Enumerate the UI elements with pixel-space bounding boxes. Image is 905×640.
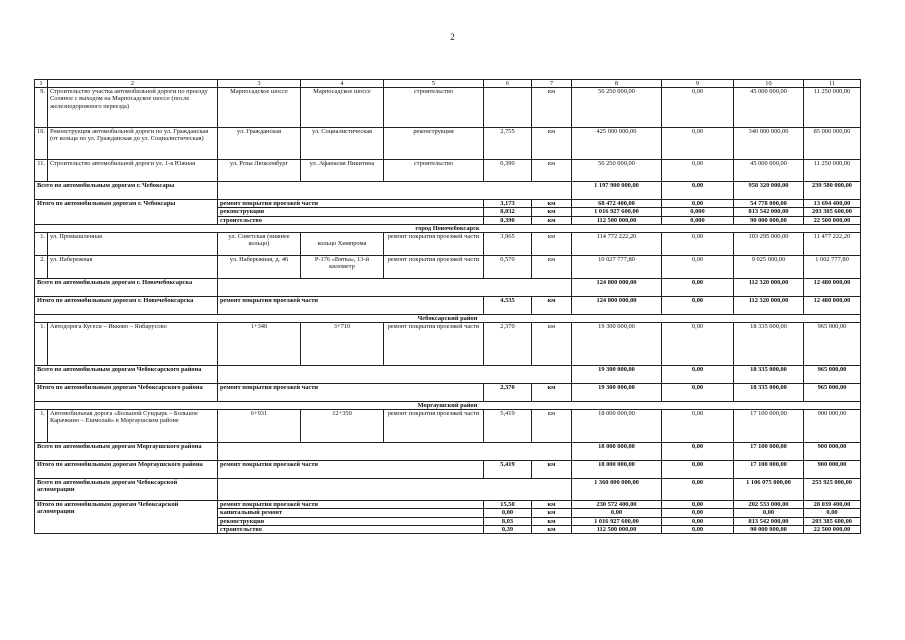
subtotal-label: Итого по автомобильным дорогам г. Новочебоксарска [35,296,218,314]
total-row [35,278,861,296]
col9-amount: 0,00 [662,160,734,182]
work-type: ремонт покрытия проезжей части [218,501,484,509]
col9-amount: 0,00 [662,509,734,517]
total-row [35,182,861,200]
length: 3,173 [484,200,532,208]
total-amount: 425 000 000,00 [572,128,662,160]
total-amount: 1 360 000 000,00 [572,479,662,501]
col11-amount: 965 000,00 [804,323,861,366]
col9-amount: 0,00 [662,232,734,255]
total-amount: 18 000 000,00 [572,410,662,443]
col11-amount: 12 480 000,00 [804,296,861,314]
end-point: ул. Афанасия Никитина [301,160,384,182]
work-type: строительство [384,88,484,128]
work-type: реконструкция [218,208,484,216]
road-name: Автомобильная дорога «Большой Сундырь – Большое Карачкино – Ешмолай» в Моргаушском районе [48,410,218,443]
subtotal-label: Итого по автомобильным дорогам Чебоксарского района [35,384,218,402]
length [484,88,532,128]
col-header: 7 [532,80,572,88]
row-number: 1. [35,323,48,366]
unit: км [532,128,572,160]
col11-amount: 965 000,00 [804,384,861,402]
col10-amount: 18 335 000,00 [734,323,804,366]
col11-amount: 253 925 000,00 [804,479,861,501]
work-type: реконструкция [384,128,484,160]
subtotal-label: Итого по автомобильным дорогам Моргаушского района [35,461,218,479]
length: 5,419 [484,410,532,443]
col10-amount: 340 000 000,00 [734,128,804,160]
table-row [35,255,861,278]
end-point: Марпосадское шоссе [301,88,384,128]
unit: км [532,501,572,509]
total-label: Всего по автомобильным дорогам Моргаушского района [35,443,218,461]
start-point: ул. Розы Люксембург [218,160,301,182]
col10-amount: 45 000 000,00 [734,88,804,128]
total-amount: 19 300 000,00 [572,323,662,366]
col11-amount: 1 002 777,80 [804,255,861,278]
length: 0,00 [484,509,532,517]
table-row [35,160,861,182]
unit: км [532,255,572,278]
work-type: ремонт покрытия проезжей части [384,255,484,278]
col10-amount: 90 000 000,00 [734,216,804,224]
total-amount: 1 016 927 600,00 [572,208,662,216]
col9-amount: 0,000 [662,216,734,224]
end-point: ул. Социалистическая [301,128,384,160]
col10-amount: 54 778 000,00 [734,200,804,208]
col-header: 3 [218,80,301,88]
total-amount: 68 472 400,00 [572,200,662,208]
total-amount: 18 000 000,00 [572,443,662,461]
col-header: 6 [484,80,532,88]
unit: км [532,509,572,517]
col11-amount: 11 477 222,20 [804,232,861,255]
col11-amount: 12 480 000,00 [804,278,861,296]
total-label: Всего по автомобильным дорогам г. Новочебоксарска [35,278,218,296]
unit: км [532,461,572,479]
section-title: Чебоксарский район [35,314,861,322]
col9-amount: 0,00 [662,517,734,525]
length: 4,535 [484,296,532,314]
unit: км [532,384,572,402]
col9-amount: 0,00 [662,479,734,501]
work-type: ремонт покрытия проезжей части [218,384,484,402]
work-type: строительство [384,160,484,182]
road-name: ул. Промышленная [48,232,218,255]
unit: км [532,410,572,443]
length: 2,755 [484,128,532,160]
col11-amount: 900 000,00 [804,443,861,461]
col10-amount: 202 533 000,00 [734,501,804,509]
unit: км [532,232,572,255]
col9-amount: 0,00 [662,410,734,443]
work-type: строительство [218,216,484,224]
col11-amount: 203 385 600,00 [804,517,861,525]
work-type: ремонт покрытия проезжей части [218,461,484,479]
col11-amount: 85 000 000,00 [804,128,861,160]
col11-amount: 900 000,00 [804,461,861,479]
road-name: Реконструкция автомобильной дороги по ул. Гражданская (от кольца по ул. Гражданская до ул. Социалистическая) [48,128,218,160]
total-amount: 1 197 900 000,00 [572,182,662,200]
row-number: 10. [35,128,48,160]
col10-amount: 1 106 075 000,00 [734,479,804,501]
subtotal-row [35,461,861,479]
unit: км [532,160,572,182]
work-type: ремонт покрытия проезжей части [384,410,484,443]
total-amount: 124 800 000,00 [572,278,662,296]
total-amount: 19 300 000,00 [572,366,662,384]
col9-amount: 0,00 [662,255,734,278]
subtotal-label: Итого по автомобильным дорогам Чебоксарской агломерации [35,501,218,534]
subtotal-row [35,501,861,509]
subtotal-row [35,200,861,208]
total-label: Всего по автомобильным дорогам г. Чебоксары [35,182,218,200]
table-row [35,88,861,128]
col-header: 2 [48,80,218,88]
unit: км [532,525,572,533]
col10-amount: 813 542 000,00 [734,208,804,216]
start-point: 1+340 [218,323,301,366]
col11-amount: 0,00 [804,509,861,517]
col10-amount: 112 320 000,00 [734,278,804,296]
total-row [35,479,861,501]
unit: км [532,208,572,216]
row-number: 1. [35,232,48,255]
section-title: Моргаушский район [35,402,861,410]
col10-amount: 0,00 [734,509,804,517]
col-header: 9 [662,80,734,88]
col9-amount: 0,00 [662,443,734,461]
col10-amount: 90 000 000,00 [734,525,804,533]
work-type: реконструкция [218,517,484,525]
start-point: Марпосадское шоссе [218,88,301,128]
col9-amount: 0,00 [662,461,734,479]
total-amount: 112 500 000,00 [572,525,662,533]
unit: км [532,216,572,224]
length: 15,50 [484,501,532,509]
end-point: Р-176 «Вятка», 13-й километр [301,255,384,278]
col9-amount: 0,00 [662,88,734,128]
row-number: 2. [35,255,48,278]
length: 3,965 [484,232,532,255]
unit: км [532,517,572,525]
col10-amount: 18 335 000,00 [734,384,804,402]
total-amount: 18 000 000,00 [572,461,662,479]
end-point: 12+350 [301,410,384,443]
section-row [35,224,861,232]
col10-amount: 17 100 000,00 [734,443,804,461]
table-row [35,323,861,366]
total-amount: 56 250 000,00 [572,88,662,128]
length: 8,03 [484,517,532,525]
unit: км [532,88,572,128]
length: 2,370 [484,323,532,366]
road-name: Автодорога Кугеси – Икково – Янбарусово [48,323,218,366]
subtotal-label: Итого по автомобильным дорогам г. Чебоксары [35,200,218,225]
col-header: 5 [384,80,484,88]
total-amount: 10 027 777,80 [572,255,662,278]
col10-amount: 17 100 000,00 [734,410,804,443]
total-amount: 1 016 927 600,00 [572,517,662,525]
col11-amount: 13 694 400,00 [804,200,861,208]
col-header: 8 [572,80,662,88]
work-type: ремонт покрытия проезжей части [218,296,484,314]
table-row [35,410,861,443]
length: 5,419 [484,461,532,479]
col11-amount: 22 500 000,00 [804,216,861,224]
start-point: ул. Гражданская [218,128,301,160]
length: 0,390 [484,160,532,182]
col9-amount: 0,00 [662,501,734,509]
end-point: 3+710 [301,323,384,366]
length: 0,570 [484,255,532,278]
col11-amount: 239 580 000,00 [804,182,861,200]
end-point: кольцо Химпрома [301,232,384,255]
length: 8,032 [484,208,532,216]
col9-amount: 0,00 [662,200,734,208]
col9-amount: 0,00 [662,525,734,533]
total-row [35,443,861,461]
unit: км [532,200,572,208]
road-name: Строительство автомобильной дороги ул. 1-я Южная [48,160,218,182]
col-header: 11 [804,80,861,88]
road-name: Строительство участка автомобильной дороги по проезду Соляное с выходом на Марпосадское шоссе (после железнодорожного переезда) [48,88,218,128]
total-amount: 230 572 400,00 [572,501,662,509]
total-label: Всего по автомобильным дорогам Чебоксарской агломерации [35,479,218,501]
work-type: капитальный ремонт [218,509,484,517]
col9-amount: 0,00 [662,384,734,402]
col9-amount: 0,00 [662,296,734,314]
unit: км [532,296,572,314]
col-header: 1 [35,80,48,88]
length: 0,390 [484,216,532,224]
col10-amount: 9 025 000,00 [734,255,804,278]
total-amount: 124 800 000,00 [572,296,662,314]
work-type: ремонт покрытия проезжей части [218,200,484,208]
col10-amount: 103 295 000,00 [734,232,804,255]
col10-amount: 112 320 000,00 [734,296,804,314]
total-amount: 114 772 222,20 [572,232,662,255]
total-amount: 19 300 000,00 [572,384,662,402]
total-row [35,366,861,384]
section-row [35,314,861,322]
start-point: 6+931 [218,410,301,443]
col10-amount: 813 542 000,00 [734,517,804,525]
col10-amount: 17 100 000,00 [734,461,804,479]
col9-amount: 0,00 [662,366,734,384]
col11-amount: 11 250 000,00 [804,88,861,128]
col-header: 10 [734,80,804,88]
col10-amount: 45 000 000,00 [734,160,804,182]
row-number: 1. [35,410,48,443]
col11-amount: 203 385 600,00 [804,208,861,216]
page-number: 2 [450,32,455,42]
row-number: 9. [35,88,48,128]
start-point: ул. Советская (нижнее кольцо) [218,232,301,255]
row-number: 11. [35,160,48,182]
section-title: город Новочебоксарск [35,224,861,232]
subtotal-row [35,384,861,402]
work-type: строительство [218,525,484,533]
col11-amount: 965 000,00 [804,366,861,384]
total-amount: 112 500 000,00 [572,216,662,224]
unit: км [532,323,572,366]
col11-amount: 11 250 000,00 [804,160,861,182]
col11-amount: 28 039 400,00 [804,501,861,509]
column-number-row [35,80,861,88]
col10-amount: 958 320 000,00 [734,182,804,200]
total-amount: 56 250 000,00 [572,160,662,182]
road-program-table [34,79,861,534]
work-type: ремонт покрытия проезжей части [384,323,484,366]
col9-amount: 0,00 [662,278,734,296]
section-row [35,402,861,410]
work-type: ремонт покрытия проезжей части [384,232,484,255]
road-name: ул. Набережная [48,255,218,278]
col10-amount: 18 335 000,00 [734,366,804,384]
subtotal-row [35,296,861,314]
col9-amount: 0,00 [662,128,734,160]
table-row [35,128,861,160]
col-header: 4 [301,80,384,88]
start-point: ул. Набережная, д. 46 [218,255,301,278]
length: 2,370 [484,384,532,402]
col9-amount: 0,000 [662,208,734,216]
col11-amount: 22 500 000,00 [804,525,861,533]
col9-amount: 0,00 [662,323,734,366]
table-row [35,232,861,255]
col11-amount: 900 000,00 [804,410,861,443]
total-amount: 0,00 [572,509,662,517]
length: 0,39 [484,525,532,533]
total-label: Всего по автомобильным дорогам Чебоксарского района [35,366,218,384]
col9-amount: 0,00 [662,182,734,200]
